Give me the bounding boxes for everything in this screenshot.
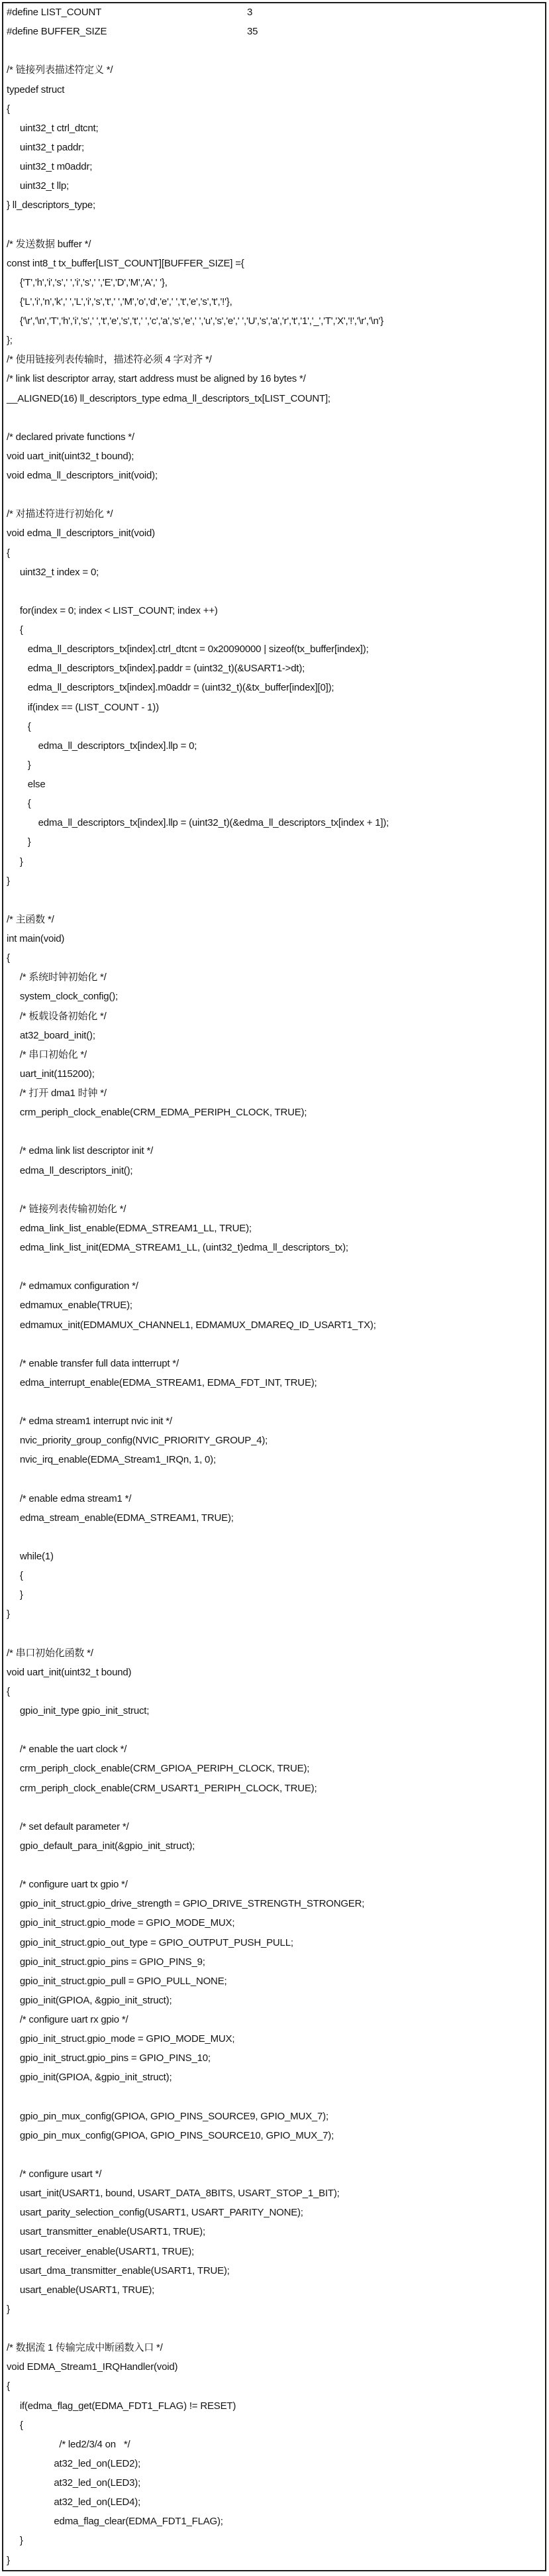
- code-line: [7, 1431, 549, 1450]
- code-line: [7, 2396, 549, 2416]
- code-text: usart_dma_transmitter_enable(USART1, TRUE);: [7, 2265, 230, 2276]
- code-line: [7, 1084, 549, 1103]
- code-line: [7, 1972, 549, 1991]
- code-text: edmamux_enable(TRUE);: [7, 1300, 132, 1312]
- code-line: [7, 948, 549, 968]
- code-line: [7, 1007, 549, 1026]
- code-text: gpio_init_struct.gpio_pins = GPIO_PINS_10;: [7, 2052, 211, 2064]
- code-line: [7, 524, 549, 543]
- code-line: [7, 1585, 549, 1604]
- code-text: {'T','h','i','s',' ','i','s',' ','E','D','M','A',' '},: [7, 276, 168, 288]
- code-text: {'\r','\n','T','h','i','s',' ','t','e','s','t',' ','c','a','s','e',' ','u','s','e',' ','U','s','a','r','t','1','_','T','X','!','\r','\n'}: [7, 315, 384, 327]
- code-line: [7, 1354, 549, 1373]
- code-text: /* edma stream1 interrupt nvic init */: [7, 1416, 172, 1428]
- code-line: [7, 99, 549, 119]
- code-line: [7, 2203, 549, 2222]
- code-text: gpio_init_struct.gpio_mode = GPIO_MODE_MUX;: [7, 2033, 235, 2045]
- code-text: gpio_init(GPIOA, &gpio_init_struct);: [7, 1994, 172, 2006]
- code-line: [7, 698, 549, 717]
- code-text: }: [7, 2303, 10, 2315]
- code-line: [7, 1026, 549, 1045]
- code-text: uint32_t llp;: [7, 180, 69, 192]
- code-line: [7, 2010, 549, 2029]
- code-text: __ALIGNED(16) ll_descriptors_type edma_ll_descriptors_tx[LIST_COUNT];: [7, 392, 330, 404]
- code-line: [7, 2261, 549, 2280]
- code-line: [7, 176, 549, 196]
- code-text: /* configure usart */: [7, 2168, 102, 2180]
- code-line: [7, 910, 549, 929]
- code-line: [7, 119, 549, 138]
- code-text: {'L','i','n','k',' ','L','i','s','t',' ','M','o','d','e',' ','t','e','s','t','!'},: [7, 296, 232, 308]
- code-text: /* 系统时钟初始化 */: [7, 972, 107, 983]
- code-line: [7, 273, 549, 292]
- code-text: gpio_init_type gpio_init_struct;: [7, 1705, 150, 1716]
- code-line: [7, 1238, 549, 1257]
- code-line: [7, 1720, 549, 1740]
- code-line: [7, 331, 549, 350]
- code-line: [7, 369, 549, 388]
- code-line: [7, 1161, 549, 1180]
- code-line: [7, 1566, 549, 1585]
- code-line: [7, 717, 549, 736]
- define-value: 35: [247, 26, 258, 38]
- code-text: /* declared private functions */: [7, 431, 134, 443]
- code-line: [7, 736, 549, 756]
- code-line: [7, 832, 549, 852]
- code-text: at32_led_on(LED2);: [7, 2457, 141, 2469]
- code-line: [7, 2435, 549, 2454]
- code-text: {: [7, 798, 31, 810]
- code-line: [7, 466, 549, 485]
- code-line: [7, 2531, 549, 2550]
- code-line: [7, 41, 549, 60]
- code-line: [7, 1856, 549, 1875]
- code-text: }: [7, 875, 10, 887]
- code-text: at32_board_init();: [7, 1029, 95, 1041]
- code-line: [7, 1141, 549, 1160]
- code-line: [7, 427, 549, 447]
- code-text: #define BUFFER_SIZE: [7, 26, 107, 38]
- code-line: [7, 1276, 549, 1296]
- code-text: usart_transmitter_enable(USART1, TRUE);: [7, 2226, 205, 2238]
- code-text: edma_ll_descriptors_tx[index].m0addr = (uint32_t)(&tx_buffer[index][0]);: [7, 682, 334, 694]
- code-text: #define LIST_COUNT: [7, 7, 102, 18]
- code-text: }: [7, 1589, 23, 1601]
- code-text: uint32_t paddr;: [7, 141, 84, 153]
- code-text: typedef struct: [7, 84, 65, 95]
- code-line: [7, 1952, 549, 1972]
- code-line: [7, 2357, 549, 2377]
- code-line: [7, 1122, 549, 1141]
- code-line: [7, 2242, 549, 2261]
- code-line: [7, 254, 549, 273]
- code-line: [7, 1064, 549, 1084]
- code-text: {: [7, 2419, 23, 2431]
- code-line: [7, 2416, 549, 2435]
- code-line: [7, 1894, 549, 1913]
- code-text: uint32_t ctrl_dtcnt;: [7, 122, 99, 134]
- code-line: [7, 2068, 549, 2087]
- code-line: [7, 852, 549, 871]
- code-text: /* 发送数据 buffer */: [7, 238, 91, 250]
- code-text: {: [7, 952, 10, 964]
- code-line: [7, 1335, 549, 1354]
- code-text: at32_led_on(LED3);: [7, 2477, 141, 2489]
- code-line: [7, 1817, 549, 1836]
- code-text: }: [7, 759, 31, 771]
- code-line: [7, 2338, 549, 2357]
- code-text: {: [7, 1570, 23, 1582]
- code-line: [7, 2319, 549, 2338]
- code-text: /* enable transfer full data intterrupt */: [7, 1357, 179, 1369]
- code-line: [7, 620, 549, 640]
- code-line: [7, 2048, 549, 2068]
- code-text: void EDMA_Stream1_IRQHandler(void): [7, 2361, 178, 2373]
- code-line: [7, 80, 549, 99]
- code-line: [7, 563, 549, 582]
- code-line: [7, 2492, 549, 2512]
- code-line: [7, 1045, 549, 1064]
- code-line: [7, 891, 549, 910]
- code-line: [7, 1392, 549, 1412]
- code-text: edma_link_list_enable(EDMA_STREAM1_LL, TRUE);: [7, 1222, 252, 1234]
- code-line: [7, 1200, 549, 1219]
- code-text: /* edma link list descriptor init */: [7, 1145, 154, 1157]
- code-line: [7, 1316, 549, 1335]
- code-text: /* set default parameter */: [7, 1820, 129, 1832]
- code-line: [7, 1836, 549, 1856]
- code-line: [7, 1103, 549, 1122]
- code-line: [7, 2029, 549, 2048]
- code-line: [7, 2280, 549, 2300]
- code-line: [7, 2473, 549, 2492]
- code-line: [7, 543, 549, 563]
- code-line: [7, 504, 549, 524]
- code-line: [7, 794, 549, 813]
- code-line: [7, 1373, 549, 1392]
- code-text: edma_ll_descriptors_init();: [7, 1164, 133, 1176]
- code-line: [7, 929, 549, 948]
- code-text: /* edmamux configuration */: [7, 1280, 138, 1292]
- code-text: uint32_t m0addr;: [7, 161, 93, 172]
- code-text: }: [7, 2554, 10, 2566]
- code-text: /* enable edma stream1 */: [7, 1492, 132, 1504]
- code-line: [7, 389, 549, 408]
- code-text: uint32_t index = 0;: [7, 566, 99, 578]
- code-line: [7, 1701, 549, 1720]
- code-text: };: [7, 335, 13, 347]
- code-line: [7, 485, 549, 504]
- code-text: /* led2/3/4 on */: [7, 2438, 130, 2450]
- code-text: }: [7, 1608, 10, 1620]
- code-text: gpio_init_struct.gpio_out_type = GPIO_OUTPUT_PUSH_PULL;: [7, 1936, 293, 1948]
- code-line: [7, 987, 549, 1006]
- code-text: /* 使用链接列表传输时，描述符必须 4 字对齐 */: [7, 354, 212, 366]
- code-line: [7, 2164, 549, 2184]
- code-text: usart_enable(USART1, TRUE);: [7, 2284, 155, 2296]
- code-line: [7, 2184, 549, 2203]
- code-text: const int8_t tx_buffer[LIST_COUNT][BUFFER_SIZE] ={: [7, 257, 244, 269]
- code-text: /* 打开 dma1 时钟 */: [7, 1088, 107, 1099]
- code-line: [7, 1624, 549, 1644]
- code-text: usart_init(USART1, bound, USART_DATA_8BITS, USART_STOP_1_BIT);: [7, 2188, 340, 2200]
- code-text: crm_periph_clock_enable(CRM_EDMA_PERIPH_CLOCK, TRUE);: [7, 1107, 307, 1119]
- code-text: {: [7, 720, 31, 732]
- code-text: uart_init(115200);: [7, 1068, 95, 1080]
- code-text: else: [7, 779, 46, 790]
- code-line: [7, 2222, 549, 2241]
- code-line: [7, 1450, 549, 1469]
- code-text: /* 对描述符进行初始化 */: [7, 508, 113, 520]
- code-text: /* 链接列表传输初始化 */: [7, 1203, 126, 1215]
- code-text: at32_led_on(LED4);: [7, 2496, 141, 2508]
- code-line: [7, 311, 549, 331]
- code-line: [7, 659, 549, 678]
- code-text: /* 主函数 */: [7, 913, 54, 925]
- code-text: gpio_init_struct.gpio_mode = GPIO_MODE_MUX;: [7, 1917, 235, 1929]
- code-line: [7, 1875, 549, 1894]
- code-text: {: [7, 2380, 10, 2392]
- code-text: {: [7, 624, 23, 636]
- code-text: for(index = 0; index < LIST_COUNT; index ++): [7, 604, 218, 616]
- code-line: [7, 408, 549, 427]
- code-text: if(index == (LIST_COUNT - 1)): [7, 701, 159, 713]
- code-line: [7, 1547, 549, 1566]
- code-text: {: [7, 547, 10, 559]
- code-line: [7, 1682, 549, 1701]
- define-value: 3: [247, 7, 253, 18]
- code-text: void uart_init(uint32_t bound): [7, 1666, 132, 1678]
- code-line: [7, 2126, 549, 2145]
- code-text: edma_stream_enable(EDMA_STREAM1, TRUE);: [7, 1512, 234, 1524]
- code-text: crm_periph_clock_enable(CRM_GPIOA_PERIPH_CLOCK, TRUE);: [7, 1763, 310, 1775]
- code-text: /* 串口初始化 */: [7, 1048, 87, 1060]
- code-line: [7, 2145, 549, 2164]
- code-text: void edma_ll_descriptors_init(void);: [7, 470, 158, 481]
- code-text: }: [7, 2535, 23, 2547]
- code-line: [7, 157, 549, 176]
- code-line: [7, 1933, 549, 1952]
- code-text: usart_receiver_enable(USART1, TRUE);: [7, 2245, 195, 2257]
- code-listing: [0, 3, 549, 2570]
- code-text: edma_ll_descriptors_tx[index].ctrl_dtcnt = 0x20090000 | sizeof(tx_buffer[index]);: [7, 644, 369, 655]
- code-text: void uart_init(uint32_t bound);: [7, 450, 134, 462]
- code-text: crm_periph_clock_enable(CRM_USART1_PERIPH_CLOCK, TRUE);: [7, 1782, 317, 1794]
- code-text: edma_ll_descriptors_tx[index].paddr = (uint32_t)(&USART1->dt);: [7, 663, 305, 675]
- code-line: [7, 1528, 549, 1547]
- code-line: [7, 601, 549, 620]
- code-line: [7, 1759, 549, 1778]
- code-text: edmamux_init(EDMAMUX_CHANNEL1, EDMAMUX_DMAREQ_ID_USART1_TX);: [7, 1319, 376, 1331]
- code-text: }: [7, 836, 31, 848]
- code-text: /* 数据流 1 传输完成中断函数入口 */: [7, 2342, 163, 2354]
- code-text: {: [7, 103, 10, 115]
- code-line: [7, 2088, 549, 2107]
- code-line: [7, 871, 549, 891]
- code-text: nvic_priority_group_config(NVIC_PRIORITY_GROUP_4);: [7, 1435, 268, 1447]
- code-line: [7, 235, 549, 254]
- code-text: gpio_default_para_init(&gpio_init_struct);: [7, 1840, 195, 1852]
- code-text: gpio_init_struct.gpio_pins = GPIO_PINS_9;: [7, 1956, 205, 1968]
- code-text: /* 链接列表描述符定义 */: [7, 64, 113, 76]
- code-line: [7, 1991, 549, 2010]
- code-line: [7, 138, 549, 157]
- code-line: [7, 1604, 549, 1624]
- code-text: usart_parity_selection_config(USART1, USART_PARITY_NONE);: [7, 2207, 303, 2219]
- code-line: [7, 1296, 549, 1315]
- code-text: /* 串口初始化函数 */: [7, 1647, 93, 1659]
- code-line: [7, 1489, 549, 1508]
- code-text: /* configure uart rx gpio */: [7, 2014, 128, 2025]
- code-line: [7, 1508, 549, 1528]
- code-line: [7, 215, 549, 234]
- code-text: nvic_irq_enable(EDMA_Stream1_IRQn, 1, 0);: [7, 1454, 216, 1466]
- code-line: [7, 60, 549, 80]
- code-text: edma_link_list_init(EDMA_STREAM1_LL, (uint32_t)edma_ll_descriptors_tx);: [7, 1242, 348, 1253]
- code-line: [7, 1470, 549, 1489]
- code-text: } ll_descriptors_type;: [7, 199, 96, 211]
- code-line: [7, 22, 549, 41]
- code-line: [7, 775, 549, 794]
- code-line: [7, 2300, 549, 2319]
- code-text: /* link list descriptor array, start address must be aligned by 16 bytes */: [7, 373, 306, 385]
- code-text: gpio_init_struct.gpio_drive_strength = GPIO_DRIVE_STRENGTH_STRONGER;: [7, 1898, 365, 1910]
- code-text: edma_interrupt_enable(EDMA_STREAM1, EDMA_FDT_INT, TRUE);: [7, 1376, 317, 1388]
- code-text: gpio_init(GPIOA, &gpio_init_struct);: [7, 2072, 172, 2084]
- code-line: [7, 3, 549, 22]
- code-line: [7, 1219, 549, 1238]
- code-line: [7, 1798, 549, 1817]
- code-text: {: [7, 1685, 10, 1697]
- code-line: [7, 1257, 549, 1276]
- code-line: [7, 2377, 549, 2396]
- code-line: [7, 292, 549, 311]
- code-line: [7, 1779, 549, 1798]
- code-text: /* configure uart tx gpio */: [7, 1879, 128, 1891]
- code-text: gpio_init_struct.gpio_pull = GPIO_PULL_NONE;: [7, 1975, 227, 1987]
- code-line: [7, 2107, 549, 2126]
- code-text: int main(void): [7, 933, 65, 944]
- code-line: [7, 350, 549, 369]
- code-text: edma_flag_clear(EDMA_FDT1_FLAG);: [7, 2516, 223, 2528]
- code-line: [7, 447, 549, 466]
- code-line: [7, 1740, 549, 1759]
- code-text: edma_ll_descriptors_tx[index].llp = (uint32_t)(&edma_ll_descriptors_tx[index + 1]);: [7, 817, 389, 829]
- code-line: [7, 2551, 549, 2570]
- code-text: /* 板载设备初始化 */: [7, 1010, 107, 1022]
- code-line: [7, 813, 549, 832]
- code-text: gpio_pin_mux_config(GPIOA, GPIO_PINS_SOURCE10, GPIO_MUX_7);: [7, 2129, 334, 2141]
- code-line: [7, 1412, 549, 1431]
- code-text: void edma_ll_descriptors_init(void): [7, 528, 155, 539]
- code-line: [7, 1663, 549, 1682]
- code-line: [7, 582, 549, 601]
- code-text: /* enable the uart clock */: [7, 1744, 127, 1756]
- code-line: [7, 1913, 549, 1932]
- code-text: if(edma_flag_get(EDMA_FDT1_FLAG) != RESET): [7, 2400, 236, 2412]
- code-line: [7, 1180, 549, 1200]
- code-line: [7, 678, 549, 697]
- code-line: [7, 196, 549, 215]
- code-text: gpio_pin_mux_config(GPIOA, GPIO_PINS_SOURCE9, GPIO_MUX_7);: [7, 2110, 328, 2122]
- code-line: [7, 640, 549, 659]
- code-text: while(1): [7, 1551, 54, 1562]
- code-text: edma_ll_descriptors_tx[index].llp = 0;: [7, 740, 197, 752]
- code-line: [7, 1644, 549, 1663]
- code-text: system_clock_config();: [7, 991, 118, 1003]
- code-line: [7, 2454, 549, 2473]
- code-text: }: [7, 856, 23, 868]
- code-line: [7, 2512, 549, 2531]
- code-line: [7, 756, 549, 775]
- code-line: [7, 968, 549, 987]
